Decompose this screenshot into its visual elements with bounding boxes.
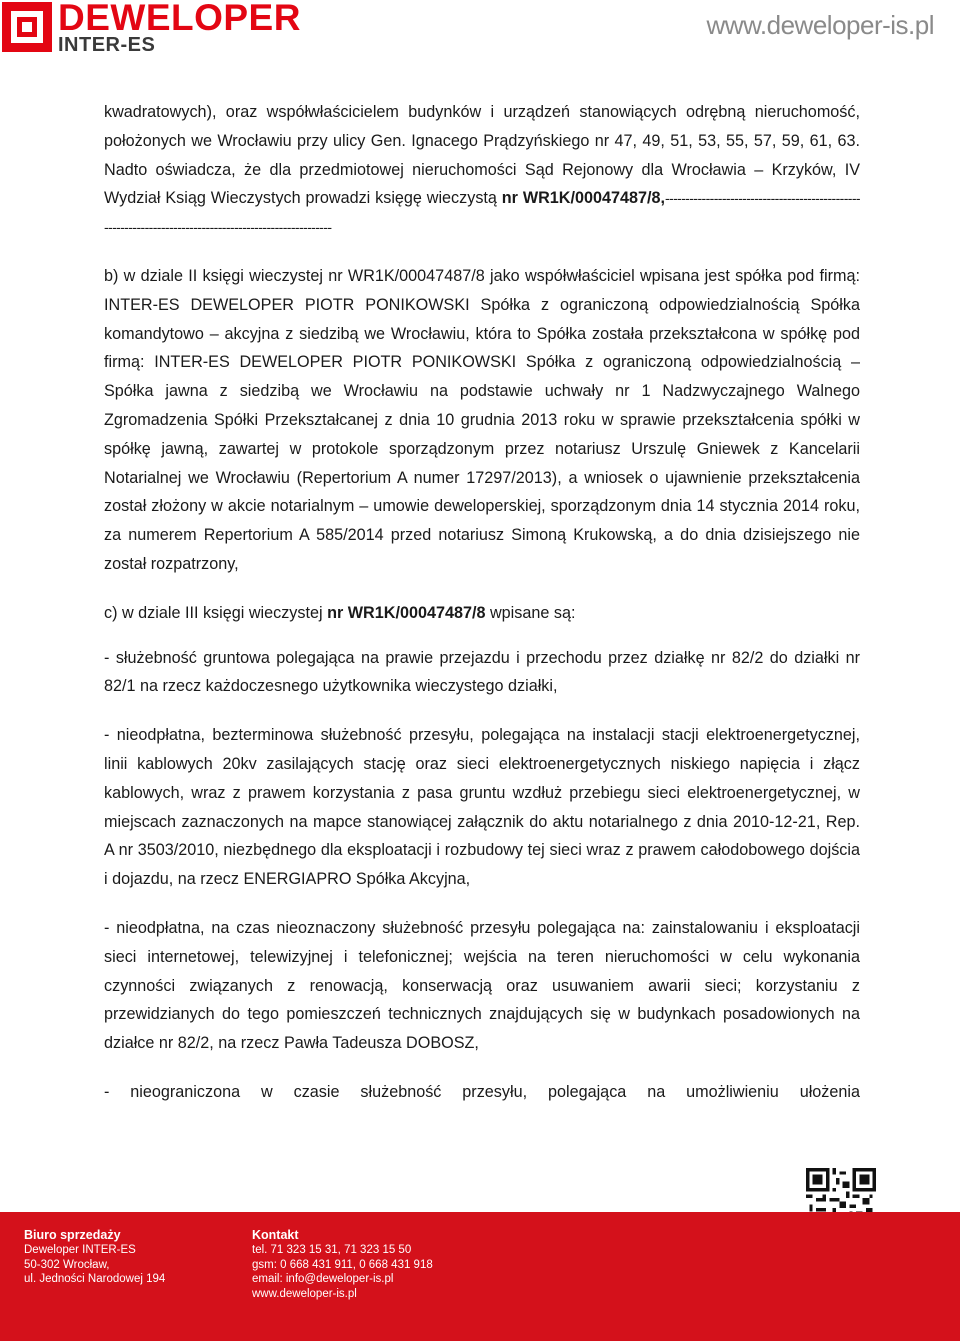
sales-office-block — [24, 1228, 165, 1287]
deweloper-logo-icon — [2, 2, 52, 52]
contact-phone[interactable]: tel. 71 323 15 31, 71 323 15 50 — [252, 1244, 412, 1257]
page-header — [0, 0, 960, 58]
paragraph-c-tail: wpisane są: — [485, 603, 576, 622]
easement-3: - nieodpłatna, na czas nieoznaczony służebność przesyłu polegająca na: zainstalowaniu i eksploatacji sieci internetowej, telewizyjnej i telefonicznej; wejścia na teren nieruchomości w celu wykonania czynności związanych z renowacją, konserwacją oraz usuwaniem awarii sieci; korzystaniu z przewidzianych do tego pomieszczeń technicznych znajdujących się w budynkach posadowionych na działce nr 82/2, na rzecz Pawła Tadeusza DOBOSZ, — [104, 918, 860, 1053]
contact-title: Kontakt — [252, 1228, 299, 1242]
contact-mobile[interactable]: gsm: 0 668 431 911, 0 668 431 918 — [252, 1258, 433, 1271]
sales-street: ul. Jedności Narodowej 194 — [24, 1273, 166, 1286]
land-register-number: nr WR1K/00047487/8, — [501, 189, 665, 208]
sales-city: 50-302 Wrocław, — [24, 1258, 110, 1271]
contact-website[interactable]: www.deweloper-is.pl — [252, 1287, 357, 1300]
easement-1: - służebność gruntowa polegająca na prawie przejazdu i przechodu przez działkę nr 82/2 do działki nr 82/1 na rzecz każdoczesnego użytkownika wieczystego działki, — [104, 648, 860, 696]
logo-subtitle: INTER-ES — [58, 34, 156, 56]
paragraph-b: b) w dziale II księgi wieczystej nr WR1K/00047487/8 jako współwłaściciel wpisana jest spółka pod firmą: INTER-ES DEWELOPER PIOTR PONIKOWSKI Spółka z ograniczoną odpowiedzialnością Spółka komandytowo – akcyjna z siedzibą we Wrocławiu, która to Spółka została przekształcona w spółkę pod firmą: INTER-ES DEWELOPER PIOTR PONIKOWSKI Spółka z ograniczoną odpowiedzialnością – Spółka jawna z siedzibą we Wrocławiu na podstawie uchwały nr 1 Nadzwyczajnego Walnego Zgromadzenia Spółki Przekształcanej z dnia 10 grudnia 2013 roku w sprawie przekształcenia spółki w spółkę jawną, zawartej w protokole sporządzonym przez notariusz Urszulę Gniewek z Kancelarii Notarialnej we Wrocławiu (Repertorium A numer 17297/2013), a wniosek o ujawnienie przekształcenia został złożony w akcie notarialnym – umowie deweloperskiej, sporządzonym dnia 14 stycznia 2014 roku, za numerem Repertorium A 585/2014 przed notariusz Simoną Krukowską, a do dnia dzisiejszego nie został rozpatrzony, — [104, 266, 860, 573]
contact-block — [252, 1228, 433, 1301]
dash-filler: -------------------------------------------------------------------------------------------------------- — [104, 190, 860, 236]
easement-2: - nieodpłatna, bezterminowa służebność przesyłu, polegająca na instalacji stacji elektroenergetycznej, linii kablowych 20kv zasilających stację oraz sieci elektroenergetycznych niskiego napięcia i złącz kablowych, wraz z prawem korzystania z pasa gruntu wzdłuż przebiegu sieci elektroenergetycznej, w miejscach zaznaczonych na mapce stanowiącej załącznik do aktu notarialnego z dnia 2010-12-21, Rep. A nr 3503/2010, niezbędnego dla eksploatacji i rozbudowy tej sieci wraz z prawem całodobowego dojścia i dojazdu, na rzecz ENERGIAPRO Spółka Akcyjna, — [104, 726, 860, 889]
paragraph-a-text: kwadratowych), oraz współwłaścicielem budynków i urządzeń stanowiących odrębną nieruchomość, położonych we Wrocławiu przy ulicy Gen. Ignacego Prądzyńskiego nr 47, 49, 51, 53, 55, 57, 59, 61, 63. Nadto oświadcza, że dla przedmiotowej nieruchomości Sąd Rejonowy dla Wrocławia – Krzyków, IV Wydział Ksiąg Wieczystych prowadzi księgę wieczystą — [104, 103, 860, 208]
land-register-number-c: nr WR1K/00047487/8 — [327, 603, 486, 622]
document-body — [104, 98, 860, 1107]
paragraph-c — [104, 599, 860, 628]
sales-company: Deweloper INTER-ES — [24, 1244, 136, 1257]
easement-4: - nieograniczona w czasie służebność przesyłu, polegająca na umożliwieniu ułożenia — [104, 1082, 860, 1101]
paragraph-c-text: c) w dziale III księgi wieczystej — [104, 603, 328, 622]
page-footer — [0, 1212, 960, 1341]
contact-email[interactable]: email: info@deweloper-is.pl — [252, 1273, 394, 1286]
logo-title: DEWELOPER — [58, 0, 301, 38]
header-website-link[interactable]: www.deweloper-is.pl — [706, 10, 934, 40]
sales-office-title: Biuro sprzedaży — [24, 1228, 121, 1242]
paragraph-a — [104, 98, 860, 242]
